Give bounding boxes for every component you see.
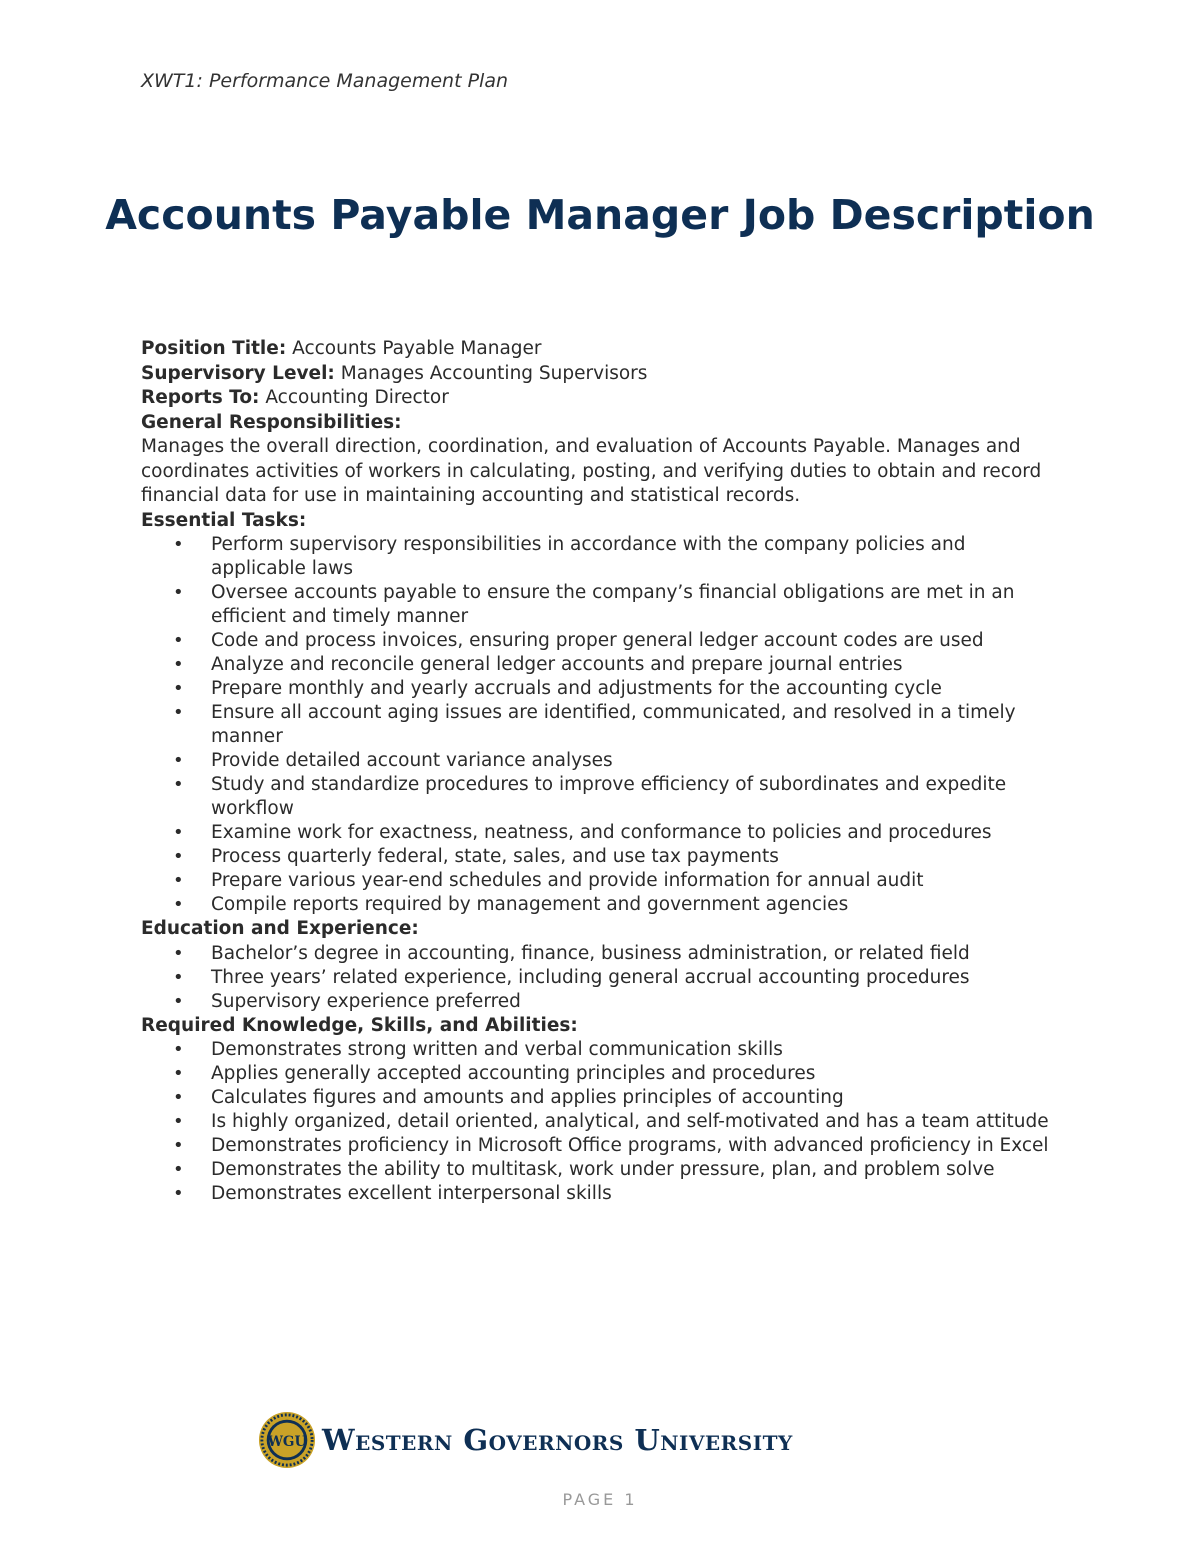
- field-position-title: [141, 337, 1066, 362]
- list-item: • Is highly organized, detail oriented, analytical, and self-motivated and has a team attitude: [141, 1110, 1066, 1134]
- field-reports-to: [141, 386, 1066, 411]
- education-heading: Education and Experience:: [141, 918, 419, 939]
- document-header: XWT1: Performance Management Plan: [141, 70, 509, 92]
- list-item: • Prepare monthly and yearly accruals and adjustments for the accounting cycle: [141, 677, 1066, 701]
- list-item: • Demonstrates strong written and verbal communication skills: [141, 1038, 1066, 1062]
- list-item: • Compile reports required by management and government agencies: [141, 893, 1066, 917]
- wgu-seal-icon: [258, 1411, 316, 1469]
- list-item: • Study and standardize procedures to improve efficiency of subordinates and expedite workflow: [141, 773, 1066, 821]
- list-item: • Ensure all account aging issues are identified, communicated, and resolved in a timely manner: [141, 701, 1066, 749]
- list-item: • Examine work for exactness, neatness, and conformance to policies and procedures: [141, 821, 1066, 845]
- list-item: • Code and process invoices, ensuring proper general ledger account codes are used: [141, 629, 1066, 653]
- wgu-logo: [258, 1410, 793, 1470]
- general-responsibilities-heading: General Responsibilities:: [141, 411, 402, 433]
- field-supervisory-level: [141, 362, 1066, 387]
- list-item: • Prepare various year-end schedules and provide information for annual audit: [141, 869, 1066, 893]
- list-item: • Demonstrates excellent interpersonal skills: [141, 1182, 1066, 1206]
- field-value: Manages Accounting Supervisors: [340, 362, 648, 384]
- seal-text: WGU: [267, 1433, 307, 1450]
- field-label: Reports To:: [141, 387, 260, 408]
- document-body: [141, 337, 1066, 1206]
- field-label: Supervisory Level:: [141, 362, 335, 384]
- education-list: [141, 942, 1066, 1014]
- ksa-heading: Required Knowledge, Skills, and Abilities:: [141, 1014, 578, 1036]
- list-item: • Calculates figures and amounts and applies principles of accounting: [141, 1086, 1066, 1110]
- page-number: PAGE 1: [562, 1490, 638, 1509]
- list-item: • Bachelor’s degree in accounting, finance, business administration, or related field: [141, 942, 1066, 966]
- list-item: • Applies generally accepted accounting principles and procedures: [141, 1062, 1066, 1086]
- list-item: • Three years’ related experience, including general accrual accounting procedures: [141, 966, 1066, 990]
- list-item: • Demonstrates proficiency in Microsoft Office programs, with advanced proficiency in Excel: [141, 1134, 1066, 1158]
- ksa-list: [141, 1038, 1066, 1206]
- list-item: • Provide detailed account variance analyses: [141, 749, 1066, 773]
- essential-tasks-heading: Essential Tasks:: [141, 509, 307, 531]
- page-title: Accounts Payable Manager Job Description: [105, 191, 1095, 239]
- wgu-wordmark: Western Governors University: [322, 1423, 793, 1457]
- field-label: Position Title:: [141, 338, 287, 359]
- list-item: • Oversee accounts payable to ensure the company’s financial obligations are met in an efficient and timely manner: [141, 581, 1066, 629]
- field-value: Accounts Payable Manager: [292, 338, 542, 359]
- list-item: • Supervisory experience preferred: [141, 990, 1066, 1014]
- general-responsibilities-text: Manages the overall direction, coordination, and evaluation of Accounts Payable. Manages and coordinates activities of workers in calculating, posting, and verifying duties to obtain and record financial data for use in maintaining accounting and statistical records.: [141, 436, 1042, 506]
- essential-tasks-list: [141, 533, 1066, 917]
- list-item: • Demonstrates the ability to multitask, work under pressure, plan, and problem solve: [141, 1158, 1066, 1182]
- list-item: • Perform supervisory responsibilities in accordance with the company policies and applicable laws: [141, 533, 1066, 581]
- field-value: Accounting Director: [265, 387, 449, 408]
- list-item: • Analyze and reconcile general ledger accounts and prepare journal entries: [141, 653, 1066, 677]
- list-item: • Process quarterly federal, state, sales, and use tax payments: [141, 845, 1066, 869]
